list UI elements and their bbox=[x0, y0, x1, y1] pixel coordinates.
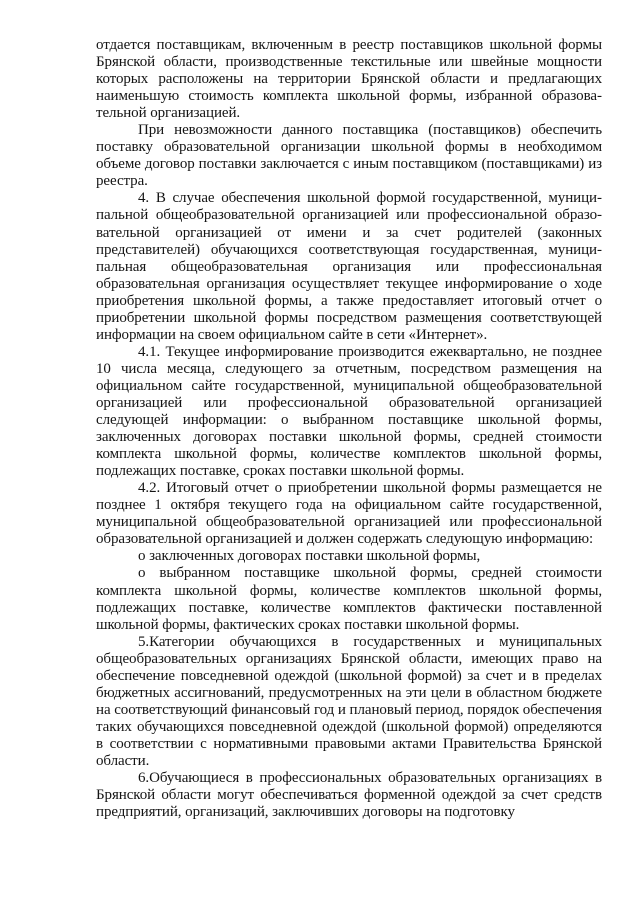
paragraph-section-4: 4. В случае обеспечения школьной формой государственной, муниципальной общеобразовательной организацией или профессиональной образовательной организацией от имени и за счет родителей (законных представителей) обучающихся соответствующая государственная, муниципальная общеобразовательная организация или профессиональная образовательная организация осуществляет текущее информирование о ходе приобретения школьной формы, а также предоставляет итоговый отчет о приобретении школьной формы посредством размещения соответствующей информации на своем официальном сайте в сети «Интернет». bbox=[96, 190, 602, 343]
paragraph-supplier-unavailable: При невозможности данного поставщика (поставщиков) обеспечить поставку образовательной организации школьной формы в необходимом объеме договор поставки заключается с иным поставщиком (поставщиками) из реестра. bbox=[96, 122, 602, 190]
paragraph-list-item-supplier: о выбранном поставщике школьной формы, средней стоимости комплекта школьной формы, количестве комплектов школьной формы, подлежащих поставке, количестве комплектов фактически поставленной школьной формы, фактических сроках поставки школьной формы. bbox=[96, 565, 602, 633]
paragraph-list-item-contracts: о заключенных договорах поставки школьной формы, bbox=[138, 548, 481, 565]
paragraph-section-5: 5.Категории обучающихся в государственных и муниципальных общеобразовательных организациях Брянской области, имеющих право на обеспечение повседневной одеждой (школьной формой) за счет и в пределах бюджетных ассигнований, предусмотренных на эти цели в областном бюджете на соответствующий финансовый год и плановый период, порядок обеспечения таких обучающихся повседневной одеждой (школьной формой) определяются в соответствии с нормативными правовыми актами Правительства Брянской области. bbox=[96, 633, 602, 769]
paragraph-section-4-1: 4.1. Текущее информирование производится ежеквартально, не позднее 10 числа месяца, следующего за отчетным, посредством размещения на официальном сайте государственной, муниципальной общеобразовательной организацией или профессиональной образовательной организацией следующей информации: о выбранном поставщике школьной формы, заключенных договорах поставки школьной формы, средней стоимости комплекта школьной формы, количестве комплектов школьной формы, подлежащих поставке, сроках поставки школьной формы. bbox=[96, 343, 602, 480]
document-page bbox=[96, 37, 602, 821]
paragraph-section-4-2: 4.2. Итоговый отчет о приобретении школьной формы размещается не позднее 1 октября текущего года на официальном сайте государственной, муниципальной общеобразовательной организацией или профессиональной образовательной организацией и должен содержать следующую информацию: bbox=[96, 480, 602, 548]
paragraph-section-6: 6.Обучающиеся в профессиональных образовательных организациях в Брянской области могут обеспечиваться форменной одеждой за счет средств предприятий, организаций, заключивших договоры на подготовку bbox=[96, 770, 602, 821]
paragraph-continuation: отдается поставщикам, включенным в реестр поставщиков школьной формы Брянской области, производственные текстильные или швейные мощности которых расположены на территории Брянской области и предлагающих наименьшую стоимость комплекта школьной формы, избранной образовательной организацией. bbox=[96, 37, 602, 122]
